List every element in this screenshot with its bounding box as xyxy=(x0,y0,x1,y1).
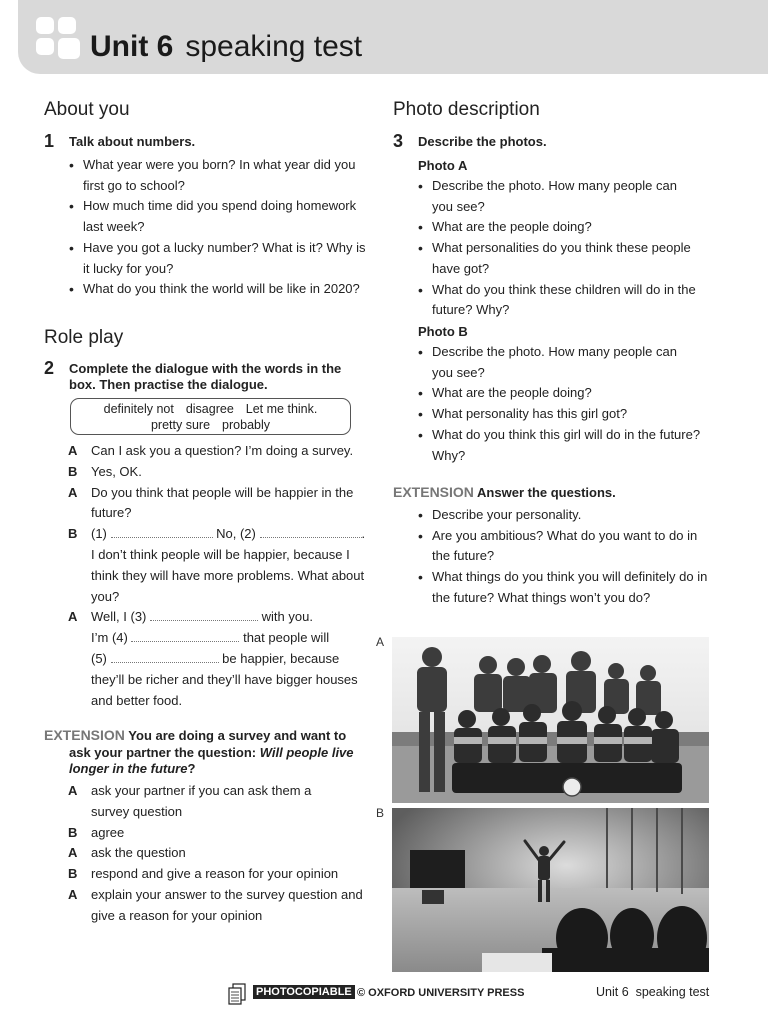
title-text: speaking test xyxy=(185,30,363,63)
photo-a-heading: Photo A xyxy=(418,158,468,173)
dialogue xyxy=(68,441,368,711)
list-item: • What are the people doing? xyxy=(418,217,728,238)
photo-b-image xyxy=(392,808,709,972)
about-you-instruction: Talk about numbers. xyxy=(69,134,196,149)
about-you-heading: About you xyxy=(44,99,130,120)
gap-3[interactable] xyxy=(150,609,258,621)
word-option: Let me think. xyxy=(245,402,318,416)
footer-page-label: Unit 6 speaking test xyxy=(596,985,710,999)
list-item: • What do you think these children will do in the future? Why? xyxy=(418,280,728,321)
page-title xyxy=(90,29,362,65)
photo-a-image xyxy=(392,637,709,803)
word-box xyxy=(70,398,351,435)
list-item: • What personality has this girl got? xyxy=(418,404,728,425)
unit-logo-icon xyxy=(36,17,80,59)
photo-extension-list xyxy=(418,505,728,609)
photo-b-list xyxy=(418,342,728,466)
photocopy-icon xyxy=(228,983,246,1005)
question-number-2: 2 xyxy=(44,358,55,378)
dialogue-line: A Well, I (3) with you. I’m (4) that people will (5) be happier, because they’ll be richer and they’ll have bigger houses and better food. xyxy=(68,609,358,708)
list-item: • Describe the photo. How many people can you see? xyxy=(418,176,728,217)
dialogue-line: B Yes, OK. xyxy=(68,463,142,479)
list-item: A ask your partner if you can ask them a survey question xyxy=(68,783,312,819)
question-number-1: 1 xyxy=(44,131,55,151)
photo-description-heading: Photo description xyxy=(393,99,540,120)
list-item: • Describe your personality. xyxy=(418,505,728,526)
list-item: A explain your answer to the survey question and give a reason for your opinion xyxy=(68,886,363,923)
extension-steps xyxy=(68,781,368,927)
question-number-3: 3 xyxy=(393,131,404,151)
list-item: • What do you think the world will be like in 2020? xyxy=(69,279,369,300)
gap-5[interactable] xyxy=(111,651,219,663)
list-item: A ask the question xyxy=(68,845,186,861)
list-item: • What personalities do you think these people have got? xyxy=(418,238,728,279)
word-option: definitely not xyxy=(103,402,174,416)
list-item: • Describe the photo. How many people can you see? xyxy=(418,342,728,383)
list-item: B agree xyxy=(68,824,125,840)
gap-2[interactable] xyxy=(260,526,362,538)
list-item: • What do you think this girl will do in the future? Why? xyxy=(418,425,728,466)
role-play-heading: Role play xyxy=(44,327,124,348)
word-option: probably xyxy=(222,418,270,432)
role-play-instruction: Complete the dialogue with the words in the box. Then practise the dialogue. xyxy=(69,361,342,392)
list-item: • Have you got a lucky number? What is it? Why is it lucky for you? xyxy=(69,238,369,279)
publisher-credit: © OXFORD UNIVERSITY PRESS xyxy=(357,987,525,999)
photo-b-label: B xyxy=(376,806,385,820)
word-option: pretty sure xyxy=(150,418,211,432)
list-item: • What are the people doing? xyxy=(418,383,728,404)
list-item: • What things do you think you will definitely do in the future? What things won’t you do? xyxy=(418,567,728,608)
about-you-list xyxy=(69,155,369,300)
gap-1[interactable] xyxy=(111,526,213,538)
dialogue-line: A Can I ask you a question? I’m doing a survey. xyxy=(68,443,354,458)
dialogue-line: B (1) No, (2) . I don’t think people will be happier, because I think they will have more problems. What about you? xyxy=(68,526,366,604)
dialogue-line: A Do you think that people will be happier in the future? xyxy=(68,484,354,521)
photo-b-heading: Photo B xyxy=(418,324,468,339)
extension-label: EXTENSION xyxy=(44,727,125,743)
word-option: disagree xyxy=(185,402,234,416)
photo-extension: EXTENSION Answer the questions. xyxy=(393,484,616,500)
photo-a-list xyxy=(418,176,728,321)
unit-label: Unit 6 xyxy=(90,30,174,63)
photo-a-label: A xyxy=(376,635,385,649)
list-item: • Are you ambitious? What do you want to do in the future? xyxy=(418,526,728,567)
list-item: • What year were you born? In what year did you first go to school? xyxy=(69,155,369,196)
list-item: B respond and give a reason for your opinion xyxy=(68,866,339,882)
photo-instruction: Describe the photos. xyxy=(418,134,547,149)
gap-4[interactable] xyxy=(131,630,239,642)
list-item: • How much time did you spend doing homework last week? xyxy=(69,196,369,237)
photocopiable-badge: PHOTOCOPIABLE xyxy=(253,985,355,999)
role-play-extension: EXTENSION You are doing a survey and want to ask your partner the question: Will people live longer in the future? xyxy=(44,727,354,776)
extension-label: EXTENSION xyxy=(393,484,474,500)
